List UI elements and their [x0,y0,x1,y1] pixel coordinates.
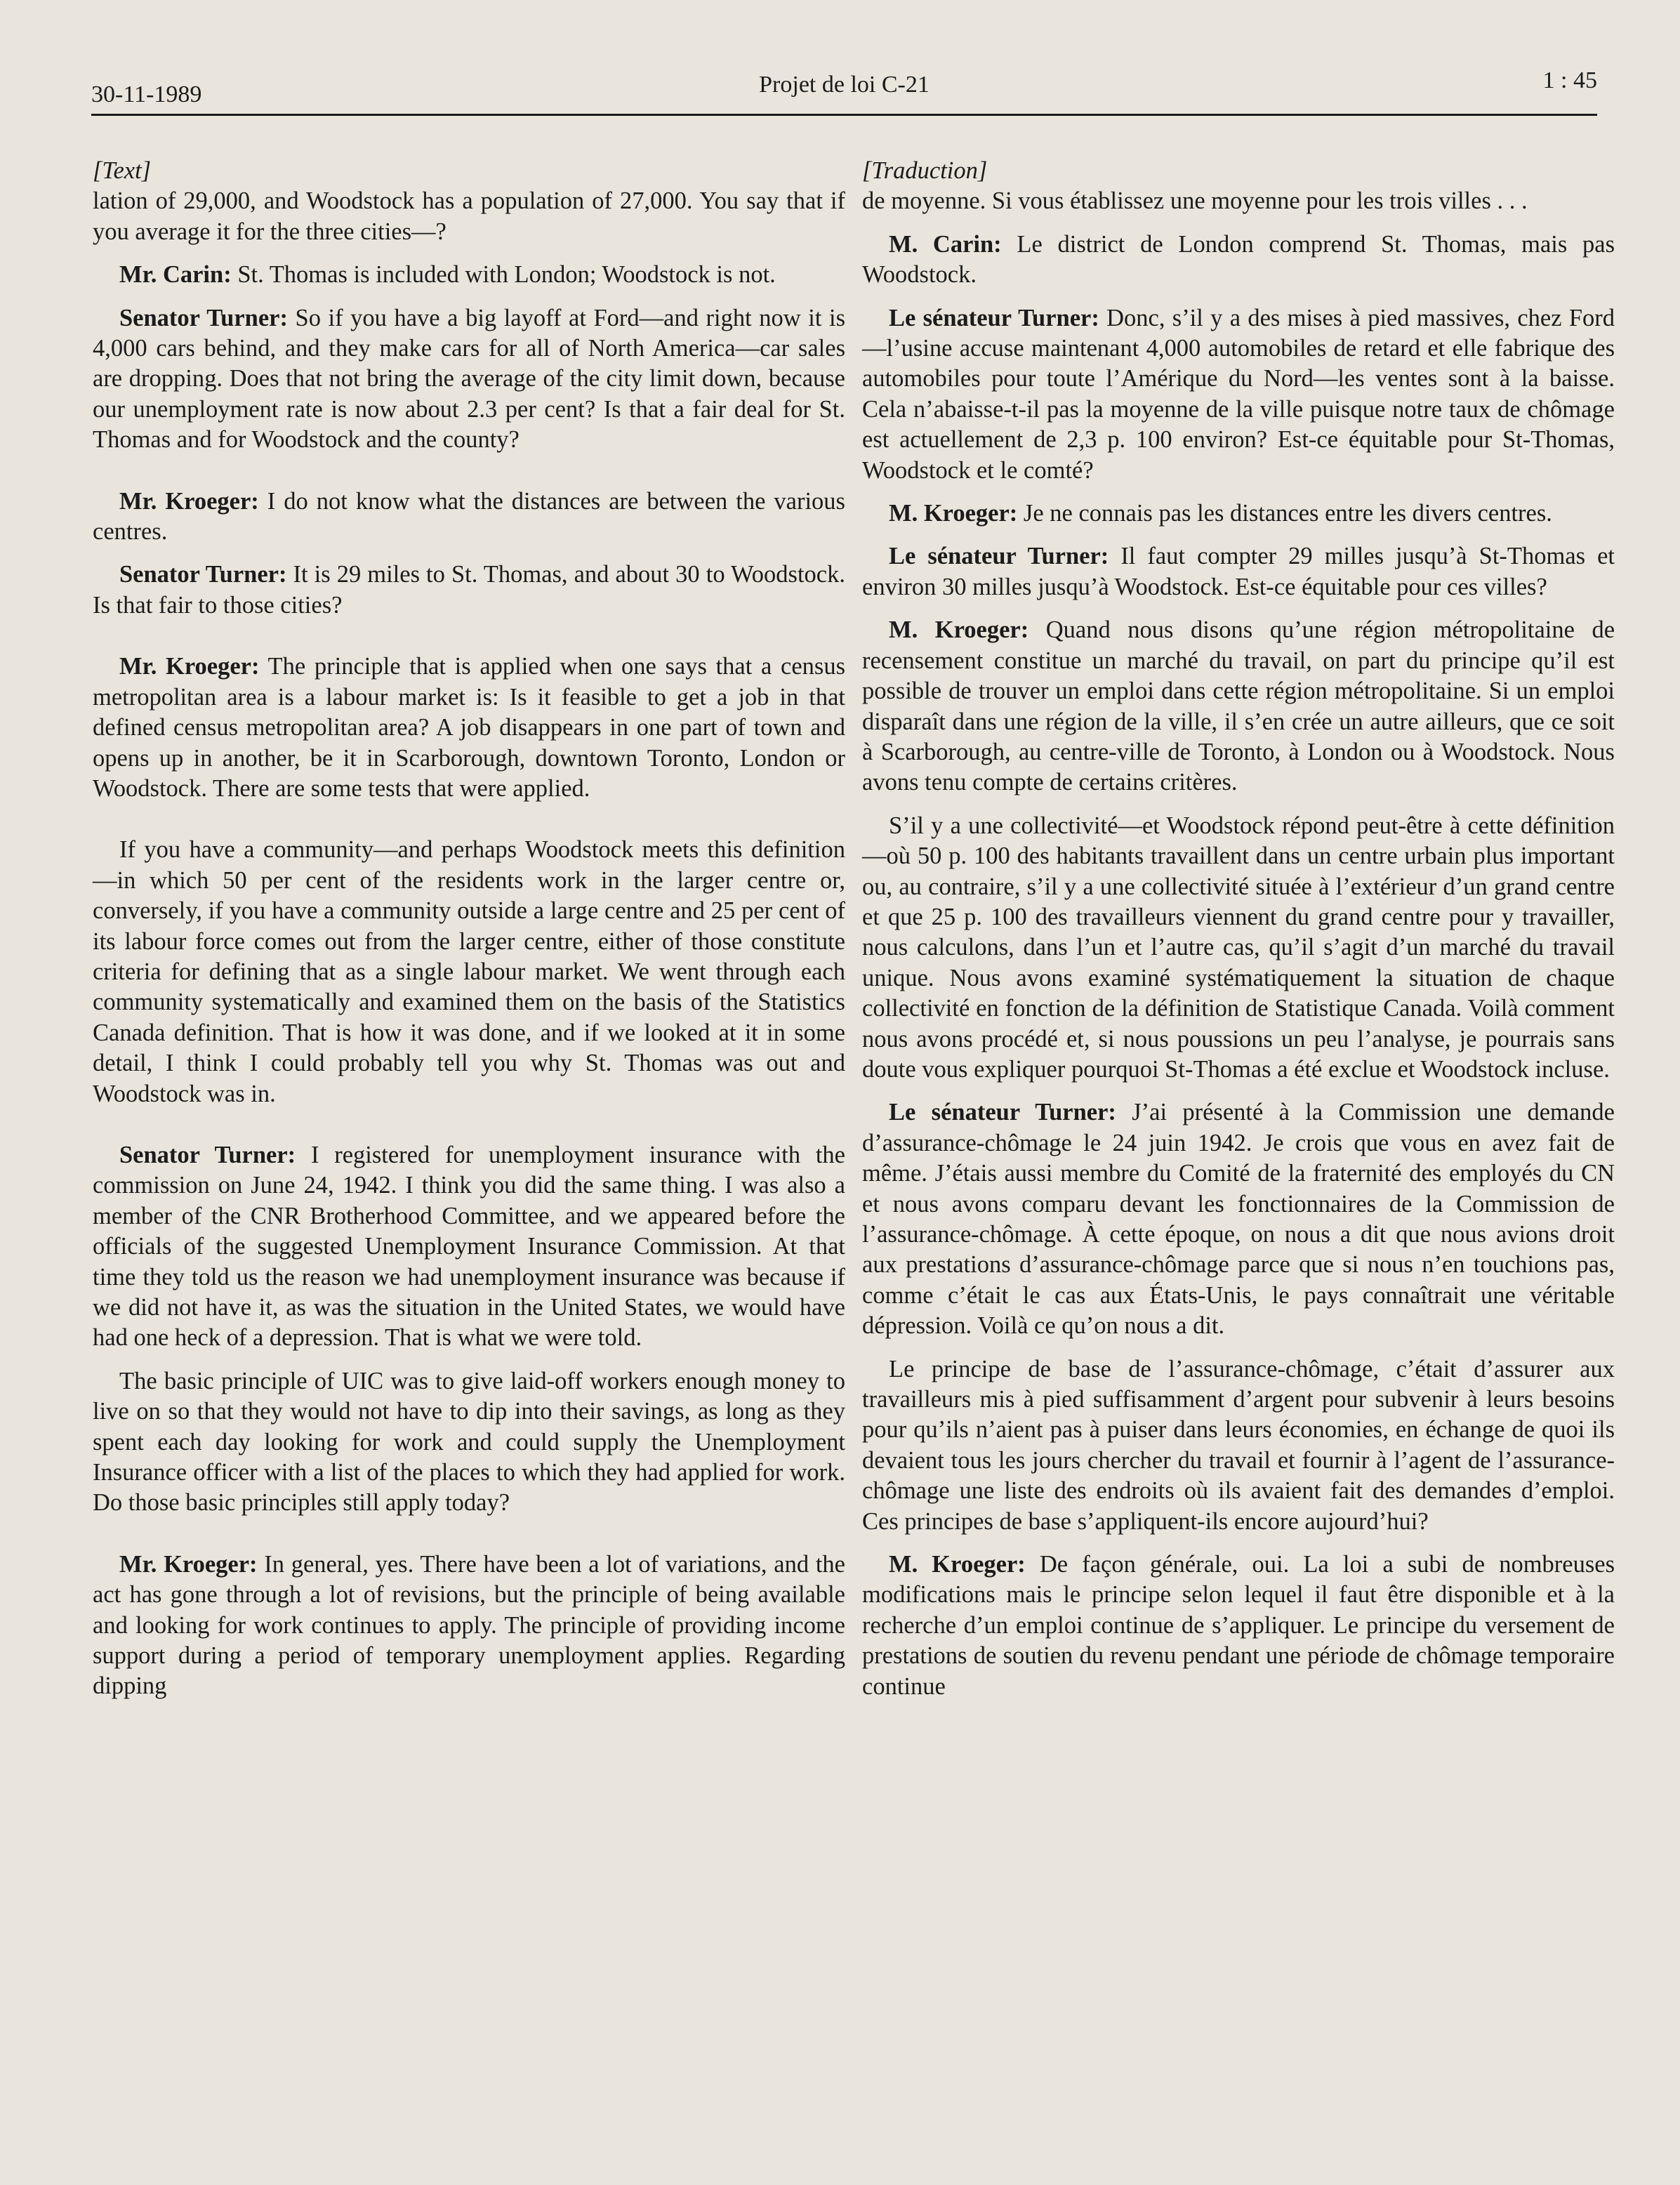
header-page-number: 1 : 45 [1542,67,1597,93]
speaker-name: Le sénateur Turner: [889,543,1109,570]
speaker-name: M. Kroeger: [889,500,1018,527]
speaker-name: Le sénateur Turner: [889,304,1099,331]
fr-paragraph-7: S’il y a une collectivité—et Woodstock répond peut-être à cette définition—où 50 p. 100 des habitants travaillent dans un centre urbain plus important ou, au contraire, s’il y a une collectivité située à l’extérieur d’un grand centre et que 25 p. 100 des travailleurs viennent du grand centre pour y travailler, nous calculons, dans l’un et l’autre cas, qu’il s’agit d’un marché du travail unique. Nous avons examiné systématiquement la situation de chaque collectivité en fonction de la définition de Statistique Canada. Voilà comment nous avons procédé et, si nous poussions un peu l’analyse, je pourrais sans doute vous expliquer pourquoi St-Thomas a été exclue et Woodstock incluse. [862,812,1615,1083]
en-paragraph-2: Mr. Carin: St. Thomas is included with London; Woodstock is not. [119,261,776,289]
header-title: Projet de loi C-21 [759,72,930,98]
speaker-name: M. Carin: [889,230,1002,258]
en-paragraph-8: Senator Turner: I registered for unemployment insurance with the commission on June 24, 1942. I think you did the same thing. I was also a member of the CNR Brotherhood Committee, and we appeared before the officials of the suggested Unemployment Insurance Commission. At that time they told us the reason we had unemployment insurance was because if we did not have it, as was the situation in the United States, we would have had one heck of a depression. That is what we were told. [93,1141,845,1352]
speaker-name: Mr. Carin: [119,261,232,289]
fr-paragraph-8: Le sénateur Turner: J’ai présenté à la Commission une demande d’assurance-chômage le 24 juin 1942. Je crois que vous en avez fait de même. J’étais aussi membre du Comité de la fraternité des employés du CN et nous avons comparu devant les fonctionnaires de la Commission de l’assurance-chômage. À cette époque, on nous a dit que nous avions droit aux prestations d’assurance-chômage parce que si nous n’en touchions pas, comme c’était le cas aux États-Unis, le pays connaîtrait une véritable dépression. Voilà ce qu’on nous a dit. [862,1099,1615,1340]
en-paragraph-10: Mr. Kroeger: In general, yes. There have been a lot of variations, and the act has gone through a lot of revisions, but the principle of being available and looking for work continues to apply. The principle of providing income support during a period of temporary unemployment applies. Regarding dipping [93,1550,845,1700]
english-column-tag: [Text] [93,157,152,184]
speaker-name: Senator Turner: [119,561,287,588]
en-paragraph-1: lation of 29,000, and Woodstock has a population of 27,000. You say that if you average it for the three cities—? [93,187,845,245]
en-paragraph-7: If you have a community—and perhaps Woodstock meets this definition—in which 50 per cent of the residents work in the larger centre or, conversely, if you have a community outside a large centre and 25 per cent of its labour force comes out from the larger centre, either of those constitute criteria for defining that as a single labour market. We went through each community systematically and examined them on the basis of the Statistics Canada definition. That is how it was done, and if we looked at it in some detail, I think I could probably tell you why St. Thomas was out and Woodstock was in. [93,836,845,1107]
speaker-name: Mr. Kroeger: [119,487,259,515]
fr-paragraph-2: M. Carin: Le district de London comprend St. Thomas, mais pas Woodstock. [862,230,1615,289]
speaker-name: M. Kroeger: [889,1551,1026,1578]
speaker-name: Mr. Kroeger: [119,653,260,680]
fr-paragraph-3: Le sénateur Turner: Donc, s’il y a des mises à pied massives, chez Ford—l’usine accuse maintenant 4,000 automobiles de retard et elle fabrique des automobiles pour toute l’Amérique du Nord—les ventes sont à la baisse. Cela n’abaisse-t-il pas la moyenne de la ville puisque notre taux de chômage est actuellement de 2,3 p. 100 environ? Est-ce équitable pour St-Thomas, Woodstock et le comté? [862,304,1615,484]
english-column [93,156,845,1702]
speaker-name: Senator Turner: [119,1141,296,1168]
en-paragraph-6: Mr. Kroeger: The principle that is applied when one says that a census metropolitan area is a labour market is: Is it feasible to get a job in that defined census metropolitan area? A job disappears in one part of town and opens up in another, be it in Scarborough, downtown Toronto, London or Woodstock. There are some tests that were applied. [93,653,845,802]
page-header [91,65,1597,116]
en-paragraph-9: The basic principle of UIC was to give laid-off workers enough money to live on so that they would not have to dip into their savings, as long as they spent each day looking for work and could supply the Unemployment Insurance officer with a list of the places to which they had applied for work. Do those basic principles still apply today? [93,1367,845,1517]
speaker-name: M. Kroeger: [889,616,1029,644]
fr-paragraph-4: M. Kroeger: Je ne connais pas les distances entre les divers centres. [889,500,1552,527]
en-paragraph-5: Senator Turner: It is 29 miles to St. Thomas, and about 30 to Woodstock. Is that fair to those cities? [93,561,846,619]
french-column [862,156,1615,1702]
en-paragraph-3: Senator Turner: So if you have a big layoff at Ford—and right now it is 4,000 cars behind, and they make cars for all of North America—car sales are dropping. Does that not bring the average of the city limit down, because our unemployment rate is now about 2.3 per cent? Is that a fair deal for St. Thomas and for Woodstock and the county? [93,304,846,454]
speaker-name: Le sénateur Turner: [889,1099,1116,1126]
fr-paragraph-10: M. Kroeger: De façon générale, oui. La loi a subi de nombreuses modifications mais le principe selon lequel il faut être disponible et à la recherche d’un emploi continue de s’appliquer. Le principe du versement de prestations de soutien du revenu pendant une période de chômage temporaire continue [862,1551,1615,1700]
fr-paragraph-1: de moyenne. Si vous établissez une moyenne pour les trois villes . . . [862,187,1528,215]
french-column-tag: [Traduction] [862,157,988,184]
fr-paragraph-6: M. Kroeger: Quand nous disons qu’une région métropolitaine de recensement constitue un marché du travail, on part du principe qu’il est possible de trouver un emploi dans cette région métropolitaine. Si un emploi disparaît dans une région de la ville, il s’en crée un autre ailleurs, que ce soit à Scarborough, au centre-ville de Toronto, à London ou à Woodstock. Nous avons tenu compte de certains critères. [862,616,1615,796]
header-date: 30-11-1989 [91,81,202,107]
speaker-name: Mr. Kroeger: [119,1550,258,1578]
speaker-name: Senator Turner: [119,304,288,331]
fr-paragraph-5: Le sénateur Turner: Il faut compter 29 milles jusqu’à St-Thomas et environ 30 milles jusqu’à Woodstock. Est-ce équitable pour ces villes? [862,543,1615,600]
en-paragraph-4: Mr. Kroeger: I do not know what the distances are between the various centres. [93,487,845,546]
fr-paragraph-9: Le principe de base de l’assurance-chômage, c’était d’assurer aux travailleurs mis à pied suffisamment d’argent pour subvenir à leurs besoins pour qu’ils n’aient pas à puiser dans leurs économies, en échange de quoi ils devaient tous les jours chercher du travail et fournir à l’agent de l’assurance-chômage une liste des endroits où ils avaient fait des demandes d’emploi. Ces principes de base s’appliquent-ils encore aujourd’hui? [862,1355,1615,1535]
